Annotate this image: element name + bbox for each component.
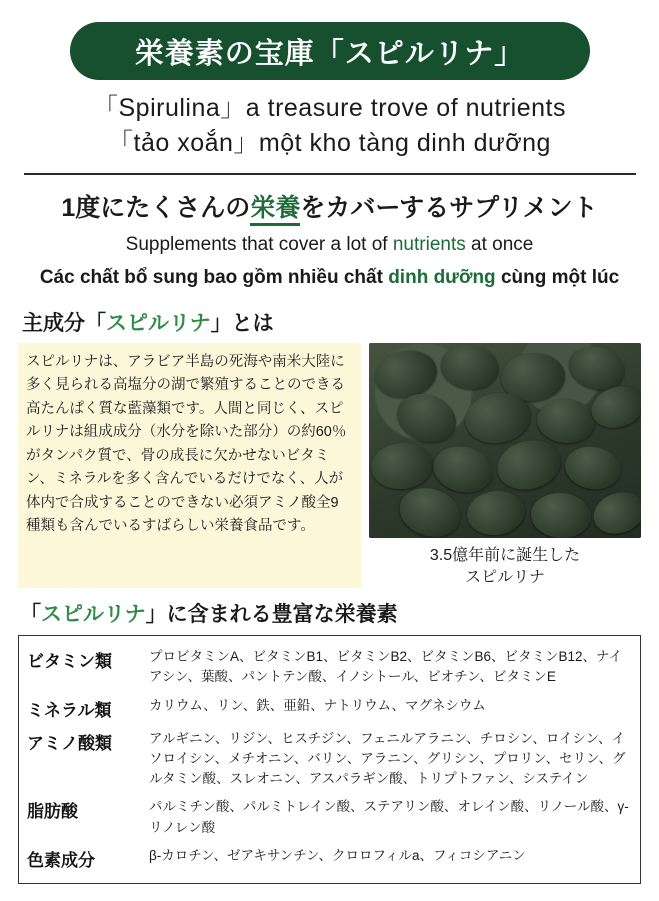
nutrient-category: ミネラル類 [27,700,112,720]
table-row [25,643,634,692]
ingredient-heading-prefix: 主成分「 [22,312,106,335]
ingredient-heading-highlight: スピルリナ [106,312,211,335]
table-row [25,692,634,725]
table-row [25,793,634,842]
poster-page [0,22,659,901]
header-banner [70,22,590,80]
header-divider [24,173,636,175]
claim-jp-after: をカバーするサプリメント [300,194,598,222]
nutrients-heading-prefix: 「 [20,603,41,627]
nutrient-category: 脂肪酸 [27,802,78,822]
subtitle-english: 「Spirulina」a treasure trove of nutrients [93,94,566,122]
nutrients-table-container [18,635,641,884]
nutrients-heading-highlight: スピルリナ [41,603,146,627]
claim-vi-before: Các chất bổ sung bao gồm nhiều chất [39,267,389,288]
table-row [25,842,634,875]
photo-column [369,343,641,588]
photo-caption-line2: スピルリナ [465,568,545,586]
nutrients-heading [20,598,641,628]
claim-jp-highlight: 栄養 [250,188,300,224]
claim-vi-after: cùng một lúc [495,267,620,288]
nutrient-values: アルギニン、リジン、ヒスチジン、フェニルアラニン、チロシン、ロイシン、イソロイシン、メチオニン、バリン、アラニン、グリシン、プロリン、セリン、グルタミン酸、スレオニン、アスパラギン酸、トリプトファン、システイン [149,730,626,787]
nutrient-values: カリウム、リン、鉄、亜鉛、ナトリウム、マグネシウム [149,697,486,713]
nutrient-values: パルミチン酸、パルミトレイン酸、ステアリン酸、オレイン酸、リノール酸、γ-リノレン酸 [149,799,629,835]
nutrient-values: β-カロチン、ゼアキサンチン、クロロフィルa、フィコシアニン [149,847,526,863]
nutrients-heading-suffix: 」に含まれる豊富な栄養素 [145,603,398,627]
photo-caption [430,545,580,588]
nutrient-category: 色素成分 [27,850,95,870]
spirulina-tablets-photo [369,343,641,538]
banner-title: 栄養素の宝庫「スピルリナ」 [134,37,525,70]
ingredient-heading-suffix: 」とは [210,312,274,335]
claim-vi-highlight: dinh dưỡng [388,267,496,288]
claim-vietnamese [18,267,641,289]
claim-en-before: Supplements that cover a lot of [125,234,393,255]
claim-en-highlight: nutrients [392,234,466,255]
photo-caption-line1: 3.5億年前に誕生した [429,547,581,564]
ingredient-heading [22,307,641,337]
table-row [25,725,634,794]
nutrients-table [25,643,634,875]
claim-jp-before: 1度にたくさんの [61,194,251,222]
claim-english [18,234,641,256]
claim-en-after: at once [465,234,534,255]
nutrient-category: ビタミン類 [27,652,112,672]
claim-japanese [18,188,641,224]
nutrient-values: プロビタミンA、ビタミンB1、ビタミンB2、ビタミンB6、ビタミンB12、ナイアシン、葉酸、パントテン酸、イノシトール、ビオチン、ビタミンE [149,649,623,685]
nutrient-category: アミノ酸類 [27,733,112,753]
ingredient-description: スピルリナは、アラビア半島の死海や南米大陸に多く見られる高塩分の湖で繁殖することのできる高たんぱく質な藍藻類です。人間と同じく、スピルリナは組成成分（水分を除いた部分）の約60％がタンパク質で、骨の成長に欠かせないビタミン、ミネラルを多く含んでいるだけでなく、人が体内で合成することのできない必須アミノ酸全9種類も含んでいるすばらしい栄養食品です。 [18,343,361,588]
subtitle-vietnamese: 「tảo xoắn」một kho tàng dinh dưỡng [108,128,551,157]
ingredient-section [18,343,641,588]
